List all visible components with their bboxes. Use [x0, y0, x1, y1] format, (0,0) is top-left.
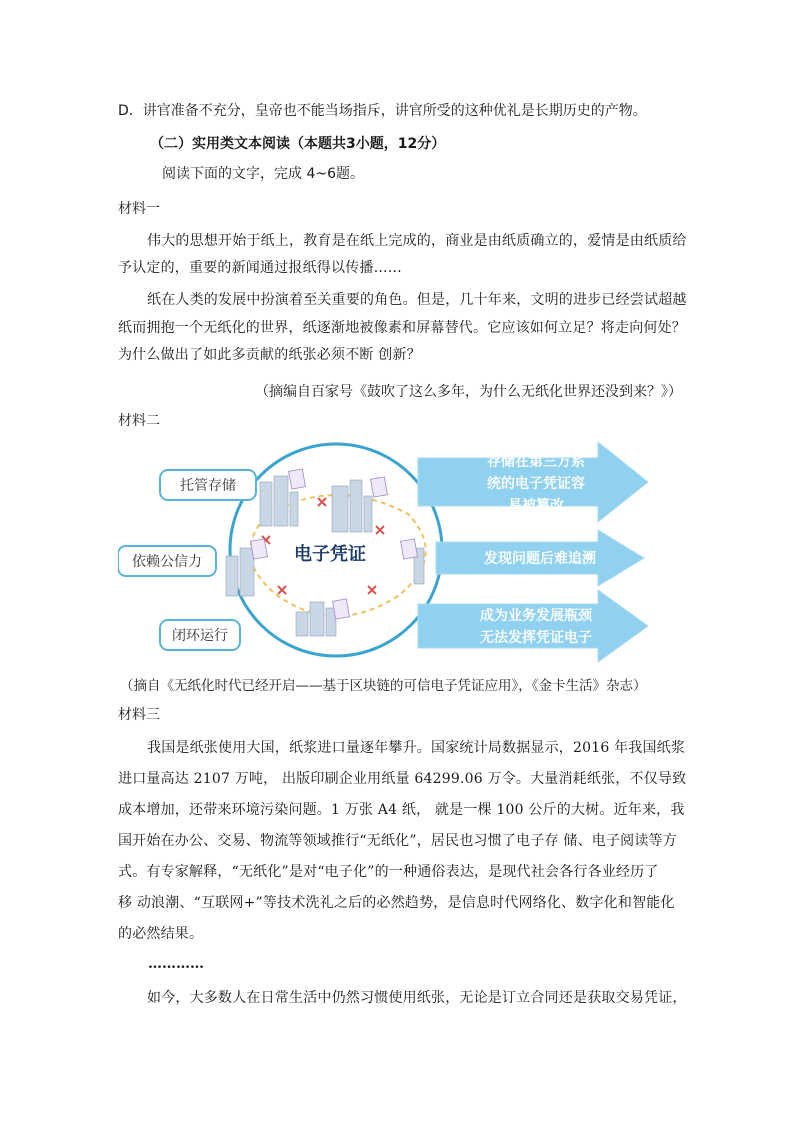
- m1-para1-line2: 予认定的，重要的新闻通过报纸得以传播……: [118, 260, 402, 276]
- option-d: D．讲官准备不充分，皇帝也不能当场指斥，讲官所受的这种优礼是长期历史的产物。: [118, 103, 647, 119]
- m1-para2-line3: 为什么做出了如此多贡献的纸张必须不断 创新？: [118, 347, 421, 363]
- left-box-2-label: 依赖公信力: [132, 554, 202, 570]
- section-title: （二）实用类文本阅读（本题共3小题，12分）: [150, 136, 446, 152]
- left-box-3: [160, 620, 240, 650]
- m3-line-7: 的必然结果。: [118, 926, 204, 942]
- left-box-2: [118, 546, 216, 576]
- arrow-2-line-1: 发现问题后难追溯: [484, 551, 596, 567]
- material-2-source: （摘自《无纸化时代已经开启——基于区块链的可信电子凭证应用》，《金卡生活》杂志）: [120, 678, 647, 694]
- m3-line-3: 成本增加，还带来环境污染问题。1 万张 A4 纸， 就是一棵 100 公斤的大树。近年来，我: [118, 802, 685, 818]
- material-2-label: 材料二: [118, 413, 160, 429]
- material-1-label: 材料一: [118, 201, 160, 217]
- arrow-3-line-1: 成为业务发展瓶颈: [480, 608, 592, 624]
- arrow-2: [436, 530, 644, 586]
- m1-para2-line1: 纸在人类的发展中扮演着至关重要的角色。但是，几十年来，文明的进步已经尝试超越: [147, 292, 687, 308]
- instruction: 阅读下面的文字，完成 4~6题。: [162, 166, 364, 182]
- left-box-3-label: 闭环运行: [172, 628, 228, 644]
- m3-line-5: 式。有专家解释，“无纸化”是对“电子化”的一种通俗表达，是现代社会各行各业经历了: [118, 864, 659, 880]
- last-line: 如今，大多数人在日常生活中仍然习惯使用纸张，无论是订立合同还是获取交易凭证，: [147, 990, 687, 1006]
- diagram-center-label: 电子凭证: [294, 544, 366, 565]
- left-box-1-label: 托管存储: [180, 478, 236, 494]
- material-3-label: 材料三: [118, 707, 160, 723]
- m3-line-4: 国开始在办公、交易、物流等领域推行“无纸化”，居民也习惯了电子存 储、电子阅读等方: [118, 833, 677, 849]
- arrow-1: [418, 442, 648, 522]
- arrow-1-line-1: 存储在第三方系: [487, 454, 585, 470]
- arrow-1-line-2: 统的电子凭证容: [487, 476, 585, 492]
- material-1-source: （摘编自百家号《鼓吹了这么多年，为什么无纸化世界还没到来？》）: [255, 384, 682, 400]
- left-box-1: [160, 470, 256, 500]
- m1-para2-line2: 纸而拥抱一个无纸化的世界，纸逐渐地被像素和屏幕替代。它应该如何立足？将走向何处？: [118, 320, 686, 336]
- m3-line-1: 我国是纸张使用大国，纸浆进口量逐年攀升。国家统计局数据显示，2016 年我国纸浆: [147, 740, 686, 756]
- m3-line-2: 进口量高达 2107 万吨， 出版印刷企业用纸量 64299.06 万令。大量消耗纸张，不仅导致: [118, 771, 687, 787]
- electronic-voucher-diagram: [118, 436, 658, 664]
- m1-para1-line1: 伟大的思想开始于纸上，教育是在纸上完成的，商业是由纸质确立的，爱情是由纸质给: [147, 233, 687, 249]
- m3-line-6: 移 动浪潮、“互联网+”等技术洗礼之后的必然趋势，是信息时代网络化、数字化和智能化: [118, 895, 675, 911]
- arrow-3: [418, 590, 648, 662]
- ellipsis: …………: [148, 956, 204, 972]
- arrow-3-line-2: 无法发挥凭证电子: [480, 630, 592, 646]
- arrow-1-line-3: 易被篡改: [508, 498, 564, 514]
